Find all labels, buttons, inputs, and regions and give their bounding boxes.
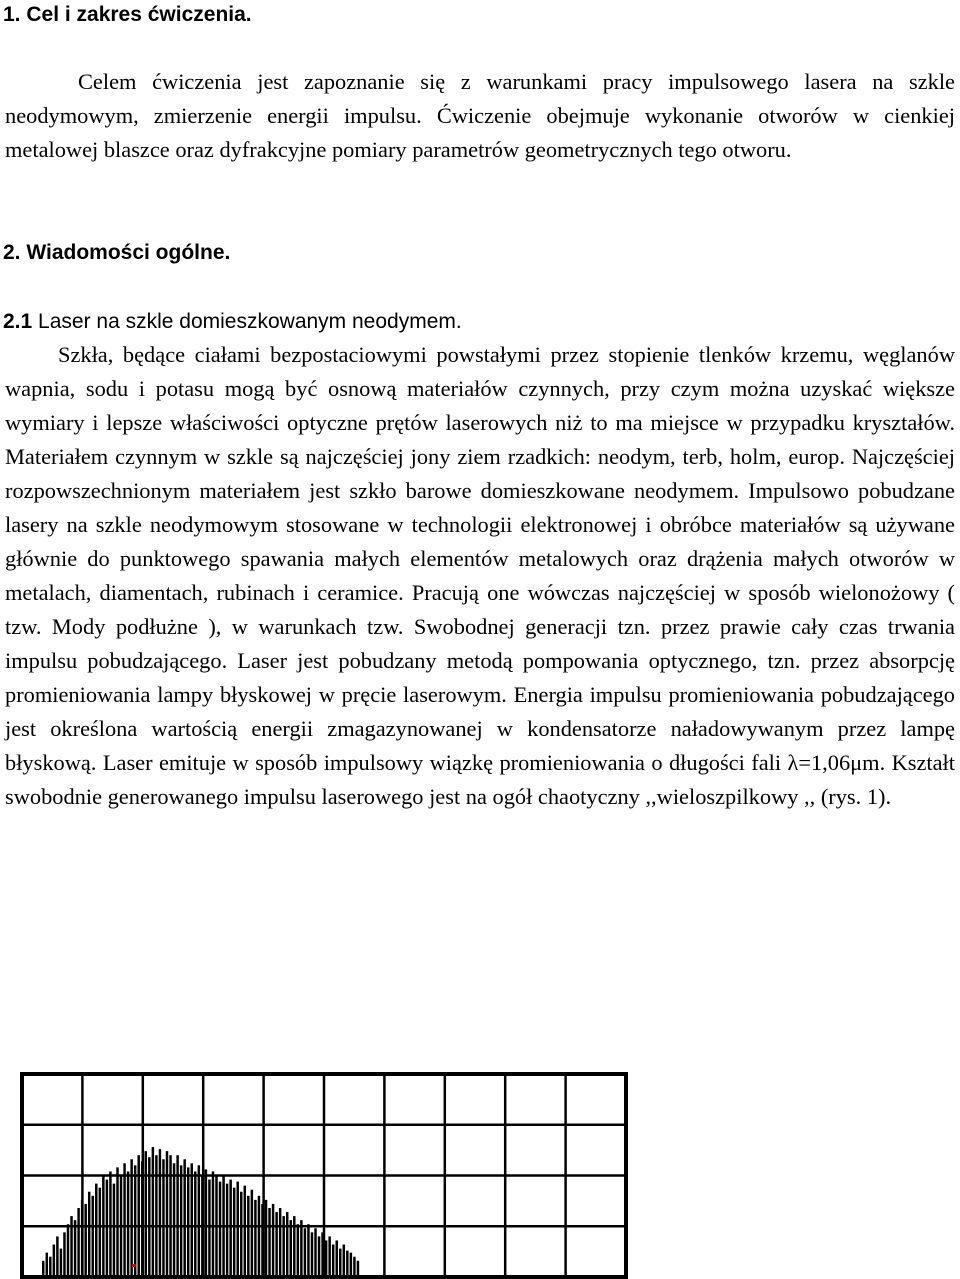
pulse-spike [353,1257,355,1277]
pulse-spike [81,1200,83,1277]
pulse-spike [201,1176,203,1278]
pulse-spike [215,1176,217,1278]
pulse-spike [67,1224,69,1277]
pulse-spike [208,1180,210,1277]
pulse-spike [102,1176,104,1278]
section-2-1-title: Laser na szkle domieszkowanym neodymem. [32,310,462,333]
pulse-spike [258,1196,260,1277]
pulse-spike [113,1184,115,1277]
pulse-spike [332,1245,334,1277]
pulse-spike [240,1192,242,1277]
pulse-spike [56,1236,58,1277]
pulse-spike [187,1167,189,1277]
pulse-spike [282,1216,284,1277]
section-2-1-heading [3,305,462,339]
pulse-spike [247,1196,249,1277]
pulse-spike [159,1149,161,1277]
pulse-spike [254,1200,256,1277]
pulse-spike [194,1171,196,1277]
pulse-spike [42,1261,44,1277]
pulse-spike [176,1155,178,1277]
pulse-spike [116,1167,118,1277]
pulse-spike [275,1212,277,1277]
pulse-spike [92,1196,94,1277]
pulse-spike [106,1180,108,1277]
pulse-spikes [42,1147,359,1277]
pulse-spike [191,1163,193,1277]
laser-pulse-figure [18,1070,630,1279]
pulse-spike [318,1236,320,1277]
pulse-spike [155,1155,157,1277]
pulse-spike [325,1240,327,1277]
pulse-spike [219,1182,221,1277]
origin-marker [132,1264,135,1267]
pulse-spike [272,1204,274,1277]
figure-grid [22,1074,626,1277]
pulse-spike [212,1171,214,1277]
pulse-spike [183,1159,185,1277]
pulse-spike [53,1245,55,1277]
pulse-spike [307,1224,309,1277]
pulse-spike [261,1204,263,1277]
pulse-spike [169,1155,171,1277]
pulse-spike [99,1188,101,1277]
section-1-paragraph: Celem ćwiczenia jest zapoznanie się z warunkami pracy impulsowego lasera na szkle neodymowym, zmierzenie energii impulsu. Ćwiczenie obejmuje wykonanie otworów w cienkiej metalowej blaszce oraz dyfrakcyjne pomiary parametrów geometrycznych tego otworu. [5,69,955,162]
pulse-spike [134,1165,136,1277]
pulse-spike [339,1249,341,1277]
pulse-spike [180,1165,182,1277]
pulse-spike [152,1147,154,1277]
pulse-spike [244,1186,246,1277]
pulse-spike [77,1208,79,1277]
pulse-spike [343,1245,345,1277]
pulse-spike [286,1212,288,1277]
pulse-spike [60,1249,62,1277]
pulse-spike [311,1232,313,1277]
pulse-spike [166,1151,168,1277]
pulse-spike [335,1240,337,1277]
section-2-1-paragraph: Szkła, będące ciałami bezpostaciowymi powstałymi przez stopienie tlenków krzemu, węglanów wapnia, sodu i potasu mogą być osnową materiałów czynnych, przy czym można uzyskać większe wymiary i lepsze właściwości optyczne prętów laserowych niż to ma miejsce w przypadku kryształów. Materiałem czynnym w szkle są najczęściej jony ziem rzadkich: neodym, terb, holm, europ. Najczęściej rozpowszechnionym materiałem jest szkło barowe domieszkowane neodymem. Impulsowo pobudzane lasery na szkle neodymowym stosowane w technologii elektronowej i obróbce materiałów są używane głównie do punktowego spawania małych elementów metalowych oraz drążenia małych otworów w metalach, diamentach, rubinach i ceramice. Pracują one wówczas najczęściej w sposób wielonożowy ( tzw. Mody podłużne ), w warunkach tzw. Swobodnej generacji tzn. przez prawie cały czas trwania impulsu pobudzającego. Laser jest pobudzany metodą pompowania optycznego, tzn. przez absorpcję promieniowania lampy błyskowej w pręcie laserowym. Energia impulsu promieniowania pobudzającego jest określona wartością energii zmagazynowanej w kondensatorze naładowywanym przez lampę błyskową. Laser emituje w sposób impulsowy wiązkę promieniowania o długości fali λ=1,06μm. Kształt swobodnie generowanego impulsu laserowego jest na ogół chaotyczny ,,wieloszpilkowy ,, (rys. 1). [5,342,955,809]
pulse-spike [173,1163,175,1277]
pulse-spike [46,1253,48,1277]
pulse-spike [350,1253,352,1277]
pulse-spike [357,1261,359,1277]
pulse-spike [162,1159,164,1277]
pulse-spike [328,1236,330,1277]
pulse-spike [304,1228,306,1277]
pulse-spike [145,1151,147,1277]
pulse-spike [300,1220,302,1277]
pulse-spike [148,1157,150,1277]
pulse-spike [226,1184,228,1277]
pulse-spike [63,1232,65,1277]
pulse-spike [70,1216,72,1277]
pulse-spike [109,1171,111,1277]
pulse-spike [198,1165,200,1277]
pulse-spike [279,1208,281,1277]
pulse-spike [49,1257,51,1277]
figure-marker [132,1264,135,1267]
section-2-1-number: 2.1 [3,310,33,333]
pulse-spike [74,1220,76,1277]
pulse-spike [120,1176,122,1278]
pulse-spike [346,1251,348,1277]
section-1-heading: 1. Cel i zakres ćwiczenia. [3,3,252,26]
pulse-spike [321,1232,323,1277]
pulse-spike [141,1161,143,1277]
pulse-spike [233,1188,235,1277]
pulse-spike [123,1163,125,1277]
pulse-spike [229,1180,231,1277]
pulse-spike [127,1171,129,1277]
pulse-spike [95,1184,97,1277]
pulse-spike [130,1159,132,1277]
pulse-spike [236,1182,238,1277]
pulse-spike [297,1224,299,1277]
pulse-spike [268,1208,270,1277]
pulse-spike [137,1155,139,1277]
section-2-heading: 2. Wiadomości ogólne. [3,241,231,264]
pulse-spike [290,1220,292,1277]
pulse-spike [314,1228,316,1277]
pulse-spike [84,1204,86,1277]
pulse-spike [222,1176,224,1278]
pulse-spike [251,1190,253,1277]
pulse-spike [88,1192,90,1277]
pulse-spike [265,1200,267,1277]
pulse-spike [205,1169,207,1277]
pulse-spike [293,1216,295,1277]
